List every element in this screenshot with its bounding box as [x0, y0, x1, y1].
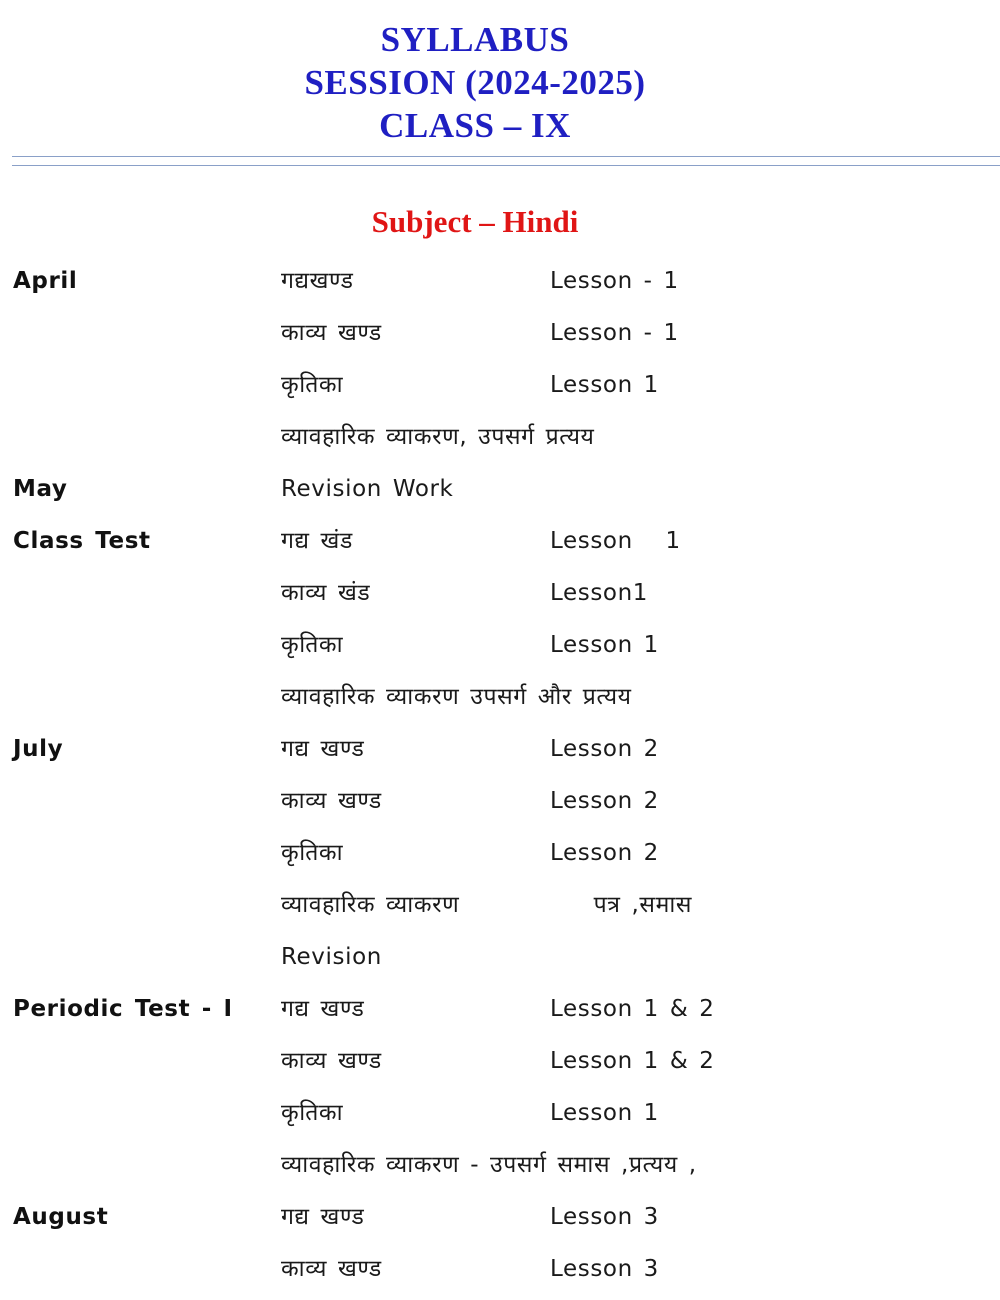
schedule-row	[0, 307, 1000, 359]
topic-text: काव्य खण्ड	[281, 320, 382, 346]
topic-text: काव्य खण्ड	[281, 788, 382, 814]
schedule-row	[0, 411, 1000, 463]
lesson-detail: Lesson 2	[550, 788, 659, 814]
lesson-detail: Lesson - 1	[550, 320, 679, 346]
schedule-row	[0, 775, 1000, 827]
subject-title: Subject – Hindi	[371, 204, 579, 239]
lesson-detail: Lesson 1 & 2	[550, 1048, 715, 1074]
topic-text: Revision	[281, 944, 382, 970]
schedule-row	[0, 255, 1000, 307]
syllabus-schedule	[0, 255, 1000, 1295]
month-label: July	[13, 736, 64, 762]
topic-text: गद्य खण्ड	[281, 996, 365, 1022]
lesson-detail: Lesson 2	[550, 840, 659, 866]
schedule-row	[0, 671, 1000, 723]
schedule-row	[0, 983, 1000, 1035]
schedule-row	[0, 359, 1000, 411]
schedule-row	[0, 1139, 1000, 1191]
month-label: August	[13, 1204, 109, 1230]
schedule-row	[0, 515, 1000, 567]
topic-text: व्यावहारिक व्याकरण - उपसर्ग समास ,प्रत्यय ,	[281, 1152, 697, 1178]
schedule-row	[0, 931, 1000, 983]
schedule-row	[0, 827, 1000, 879]
topic-text: व्यावहारिक व्याकरण, उपसर्ग प्रत्यय	[281, 424, 595, 450]
topic-text: गद्यखण्ड	[281, 268, 354, 294]
month-label: Periodic Test - I	[13, 996, 233, 1022]
lesson-detail: Lesson 3	[550, 1204, 659, 1230]
lesson-detail: Lesson 1	[550, 1100, 659, 1126]
topic-text: Revision Work	[281, 476, 454, 502]
topic-text: व्यावहारिक व्याकरण	[281, 892, 460, 918]
topic-text: गद्य खण्ड	[281, 1204, 365, 1230]
schedule-row	[0, 1087, 1000, 1139]
schedule-row	[0, 567, 1000, 619]
schedule-row	[0, 723, 1000, 775]
topic-text: काव्य खण्ड	[281, 1256, 382, 1282]
lesson-detail: Lesson 3	[550, 1256, 659, 1282]
topic-text: कृतिका	[281, 1100, 344, 1126]
schedule-row	[0, 1243, 1000, 1295]
lesson-detail: Lesson 1	[550, 528, 681, 554]
lesson-detail: Lesson - 1	[550, 268, 679, 294]
topic-text: कृतिका	[281, 632, 344, 658]
lesson-detail: Lesson 1	[550, 632, 659, 658]
month-label: April	[13, 268, 78, 294]
topic-text: काव्य खंड	[281, 580, 371, 606]
topic-text: काव्य खण्ड	[281, 1048, 382, 1074]
class-title: CLASS – IX	[379, 106, 571, 145]
topic-text: गद्य खण्ड	[281, 736, 365, 762]
topic-text: व्यावहारिक व्याकरण उपसर्ग और प्रत्यय	[281, 684, 632, 710]
lesson-detail: Lesson 1 & 2	[550, 996, 715, 1022]
lesson-detail: Lesson1	[550, 580, 649, 606]
schedule-row	[0, 463, 1000, 515]
month-label: Class Test	[13, 528, 151, 554]
session-title: SESSION (2024-2025)	[304, 63, 646, 102]
schedule-row	[0, 619, 1000, 671]
document-header	[0, 18, 950, 147]
header-divider-top	[12, 156, 1000, 157]
topic-text: कृतिका	[281, 372, 344, 398]
month-label: May	[13, 476, 68, 502]
schedule-row	[0, 879, 1000, 931]
lesson-detail: Lesson 1	[550, 372, 659, 398]
lesson-detail: Lesson 2	[550, 736, 659, 762]
schedule-row	[0, 1191, 1000, 1243]
topic-text: गद्य खंड	[281, 528, 353, 554]
header-divider-bottom	[12, 165, 1000, 166]
schedule-row	[0, 1035, 1000, 1087]
topic-text: कृतिका	[281, 840, 344, 866]
lesson-detail: पत्र ,समास	[550, 892, 693, 918]
syllabus-title: SYLLABUS	[380, 20, 570, 59]
